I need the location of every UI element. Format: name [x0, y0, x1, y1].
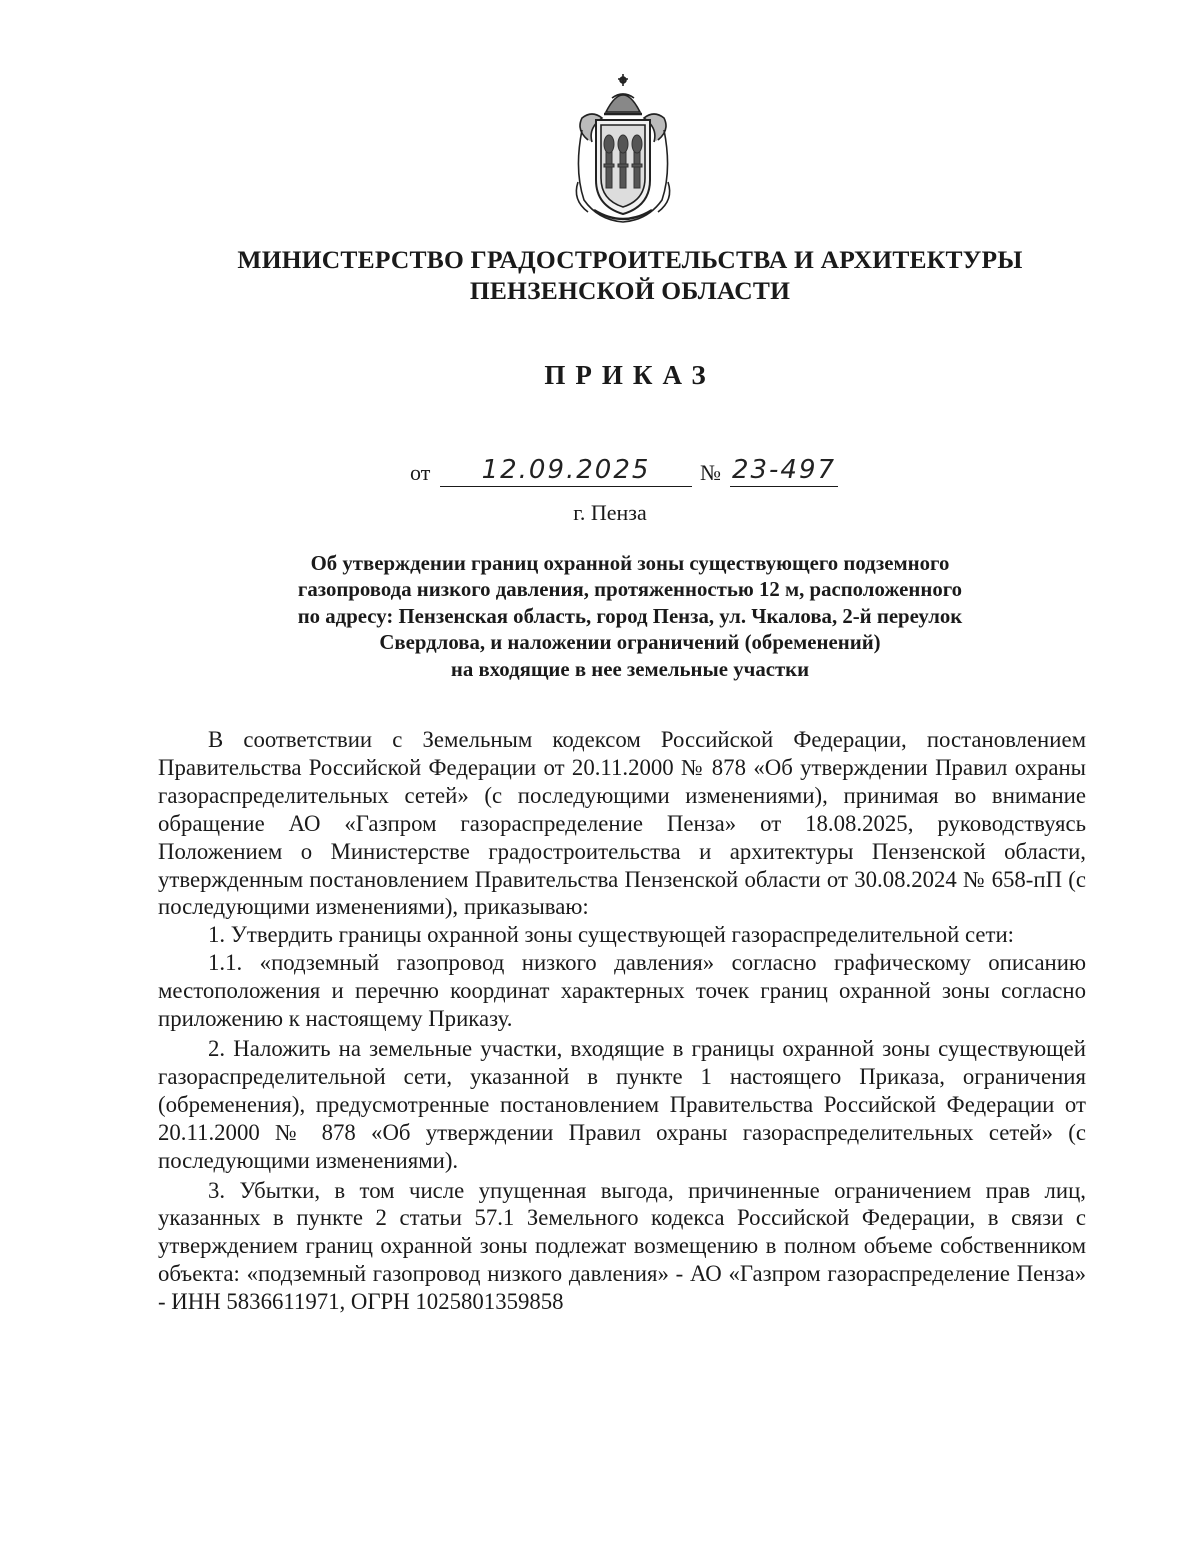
subject-line: на входящие в нее земельные участки	[450, 657, 810, 681]
subject-line: Об утверждении границ охранной зоны существующего подземного	[310, 552, 950, 575]
item-3-paragraph: 3. Убытки, в том числе упущенная выгода, причиненные ограничением прав лиц, указанных в пункте 2 статьи 57.1 Земельного кодекса Российской Федерации, в связи с утверждением границ охранной зоны подлежат возмещению в полном объеме собственником объекта: «подземный газопровод низкого давления» - АО «Газпром газораспределение Пенза» - ИНН 5836611971, ОГРН 1025801359858	[158, 1177, 1086, 1315]
handwritten-number: 23-497	[731, 455, 837, 485]
city-name: г. Пенза	[573, 500, 647, 525]
ministry-line-1: МИНИСТЕРСТВО ГРАДОСТРОИТЕЛЬСТВА И АРХИТЕКТУРЫ	[237, 245, 1023, 274]
date-label: от	[410, 460, 431, 485]
item-2-paragraph: 2. Наложить на земельные участки, входящие в границы охранной зоны существующей газораспределительной сети, указанной в пункте 1 настоящего Приказа, ограничения (обременения), предусмотренные постановлением Правительства Российской Федерации от 20.11.2000 № 878 «Об утверждении Правил охраны газораспределительных сетей» (с последующими изменениями).	[158, 1035, 1086, 1173]
ministry-name	[180, 244, 1080, 306]
document-type-title: ПРИКАЗ	[544, 360, 716, 390]
preamble-paragraph: В соответствии с Земельным кодексом Российской Федерации, постановлением Правительства Российской Федерации от 20.11.2000 № 878 «Об утверждении Правил охраны газораспределительных сетей» (с последующими изменениями), принимая во внимание обращение АО «Газпром газораспределение Пенза» от 18.08.2025, руководствуясь Положением о Министерстве градостроительства и архитектуры Пензенской области, утвержденным постановлением Правительства Пензенской области от 30.08.2024 № 658-пП (с последующими изменениями), приказываю:	[158, 727, 1086, 920]
order-body	[158, 726, 1086, 1316]
item-1-paragraph: 1. Утвердить границы охранной зоны существующей газораспределительной сети:	[208, 922, 1014, 948]
handwritten-date: 12.09.2025	[440, 454, 692, 487]
order-subject	[180, 551, 1080, 683]
subject-line: по адресу: Пензенская область, город Пенза, ул. Чкалова, 2-й переулок	[297, 604, 963, 628]
subject-line: газопровода низкого давления, протяженностью 12 м, расположенного	[297, 578, 963, 602]
subject-line: Свердлова, и наложении ограничений (обременений)	[379, 631, 881, 655]
item-1-1-paragraph: 1.1. «подземный газопровод низкого давления» согласно графическому описанию местоположения и перечню координат характерных точек границ охранной зоны согласно приложению к настоящему Приказу.	[158, 950, 1086, 1032]
ministry-line-2: ПЕНЗЕНСКОЙ ОБЛАСТИ	[469, 276, 791, 305]
number-label: №	[700, 460, 721, 485]
penza-coat-of-arms-icon	[568, 70, 678, 230]
